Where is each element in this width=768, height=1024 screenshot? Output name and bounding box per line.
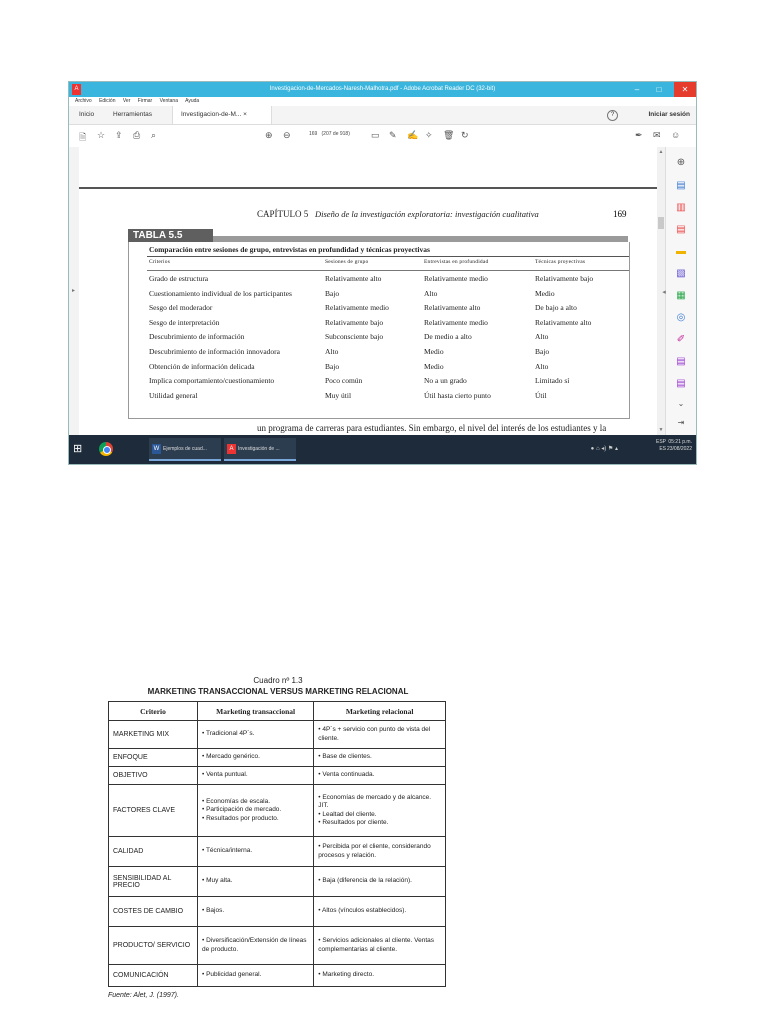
table-row	[109, 867, 446, 897]
marketing-comparison-figure	[108, 676, 448, 1006]
relational-cell	[314, 965, 446, 987]
relational-cell	[314, 785, 446, 837]
protect-icon[interactable]: ▤	[676, 356, 686, 367]
bullet-item: • Tradicional 4P´s.	[202, 730, 255, 738]
table-cell: De bajo a alto	[535, 303, 577, 313]
header-cell: Entrevistas en profundidad	[424, 259, 489, 265]
bullet-item: • Economías de mercado y de alcance. JIT.	[318, 793, 432, 809]
chapter-title: Diseño de la investigación exploratoria: investigación cualitativa	[315, 209, 539, 219]
table-cell: Poco común	[325, 376, 363, 386]
taskbar-acrobat-item[interactable]	[224, 438, 296, 461]
table-cell: Subconsciente bajo	[325, 332, 384, 342]
zoom-in-icon[interactable]: ⊕	[676, 157, 686, 168]
relational-cell	[314, 897, 446, 927]
transactional-cell	[198, 785, 314, 837]
bullet-item: • Marketing directo.	[318, 971, 375, 979]
source-note: Fuente: Alet, J. (1997).	[108, 992, 179, 999]
bullet-item: • Bajos.	[202, 907, 225, 915]
table-cell: Relativamente medio	[325, 303, 389, 313]
tab-bar	[69, 106, 696, 125]
table-cell: Sesgo de interpretación	[149, 317, 220, 327]
language-indicator[interactable]	[656, 439, 666, 453]
table-cell: Relativamente bajo	[535, 274, 594, 283]
page-up-icon[interactable]: ⊕	[265, 130, 273, 140]
page-top-rule	[79, 187, 657, 189]
header-cell: Marketing transaccional	[198, 702, 314, 721]
transactional-cell	[198, 897, 314, 927]
relational-cell	[314, 721, 446, 749]
chevron-down-icon[interactable]: ⌄	[677, 399, 685, 408]
document-area	[69, 147, 696, 435]
language-code: ESP	[655, 439, 666, 445]
mail-icon[interactable]: ✉	[653, 130, 661, 140]
relational-cell	[314, 767, 446, 785]
table-cell: Útil	[535, 390, 547, 400]
sign-icon[interactable]: ✍	[407, 130, 419, 140]
page-indicator[interactable]	[309, 131, 350, 137]
transactional-cell	[198, 721, 314, 749]
comparison-table	[128, 242, 630, 419]
transactional-cell	[198, 867, 314, 897]
transactional-cell	[198, 965, 314, 987]
account-icon[interactable]: ☺	[671, 130, 681, 140]
bullet-item: • Base de clientes.	[318, 753, 372, 761]
transactional-cell	[198, 837, 314, 867]
table-caption: Comparación entre sesiones de grupo, entrevistas en profundidad y técnicas proyectivas	[149, 245, 430, 254]
table-cell: Utilidad general	[149, 390, 198, 400]
table-cell: Alto	[535, 361, 549, 371]
criterion-cell: COMUNICACIÓN	[109, 965, 198, 987]
table-row	[109, 927, 446, 965]
table-cell: Implica comportamiento/cuestionamiento	[149, 376, 275, 386]
chapter-header	[257, 209, 539, 219]
bullet-item: • Venta puntual.	[202, 771, 248, 779]
marketing-table	[108, 701, 446, 987]
windows-start-icon[interactable]: ⊞	[73, 443, 83, 455]
bullet-item: • Baja (diferencia de la relación).	[318, 877, 412, 885]
criterion-cell: PRODUCTO/ SERVICIO	[109, 927, 198, 965]
panel-toggle-icon[interactable]: ◂	[662, 289, 666, 296]
relational-cell	[314, 749, 446, 767]
table-cell: Cuestionamiento individual de los participantes	[149, 288, 292, 298]
menu-ver[interactable]: Ver	[122, 98, 131, 104]
left-panel-toggle[interactable]: ▸	[69, 147, 79, 435]
relational-cell	[314, 837, 446, 867]
criterion-cell: SENSIBILIDAD AL PRECIO	[109, 867, 198, 897]
table-cell: Muy útil	[325, 390, 352, 400]
stamp-icon[interactable]: ✧	[425, 130, 433, 140]
fill-sign-icon[interactable]: ✐	[676, 334, 686, 345]
table-cell: Descubrimiento de información	[149, 332, 245, 342]
table-cell: Relativamente medio	[424, 317, 488, 327]
zoom-search-icon[interactable]: ⌕	[151, 130, 157, 140]
rotate-icon[interactable]: ↻	[461, 130, 469, 140]
page-number: 169	[613, 209, 627, 219]
header-cell: Marketing relacional	[314, 702, 446, 721]
help-icon[interactable]: ?	[607, 110, 618, 121]
criterion-cell: MARKETING MIX	[109, 721, 198, 749]
table-cell: Relativamente alto	[325, 274, 382, 283]
bullet-item: • Resultados por producto.	[202, 814, 279, 822]
page-down-icon[interactable]: ⊖	[283, 130, 291, 140]
table-cell: Medio	[424, 347, 444, 356]
trash-icon[interactable]: 🗑	[443, 130, 455, 140]
comment-tool-icon[interactable]: ▬	[676, 246, 686, 257]
comment-icon[interactable]: ▭	[371, 130, 380, 140]
organize-pages-icon[interactable]: ▦	[676, 290, 686, 301]
bullet-item: • Participación de mercado.	[202, 806, 282, 814]
sign-in-button[interactable]: Iniciar sesión	[648, 111, 690, 118]
bullet-item: • Mercado genérico.	[202, 753, 260, 761]
table-cell: Relativamente alto	[535, 317, 592, 327]
menu-edicion[interactable]: Edición	[99, 98, 116, 104]
criterion-cell: ENFOQUE	[109, 749, 198, 767]
bullet-item: • Percibida por el cliente, considerando procesos y relación.	[318, 843, 431, 859]
table-row	[109, 767, 446, 785]
header-cell: Sesiones de grupo	[325, 259, 369, 265]
bullet-item: • Resultados por cliente.	[318, 819, 389, 826]
edit-pdf-icon[interactable]: ▤	[676, 224, 686, 235]
table-cell: Alto	[325, 347, 339, 356]
table-cell: Grado de estructura	[149, 274, 209, 283]
clock-time: 05:21 p.m.	[668, 439, 692, 445]
page-current[interactable]: 169	[309, 131, 318, 137]
collapse-panel-icon[interactable]: ⇥	[677, 418, 685, 427]
acrobat-icon: A	[227, 444, 236, 454]
tab-inicio[interactable]: Inicio	[79, 111, 95, 118]
page-total: (207 de 918)	[321, 131, 350, 137]
table-body	[109, 721, 446, 987]
scroll-thumb[interactable]	[658, 217, 664, 229]
menu-bar	[69, 97, 696, 106]
table-cell: Medio	[535, 288, 555, 298]
maximize-button[interactable]: □	[656, 85, 662, 94]
figure-number: Cuadro nº 1.3	[253, 676, 303, 685]
criterion-cell: CALIDAD	[109, 837, 198, 867]
table-cell: No a un grado	[424, 376, 467, 386]
menu-ventana[interactable]: Ventana	[159, 98, 178, 104]
bullet-item: • Diversificación/Extensión de líneas de producto.	[202, 937, 307, 953]
table-cell: Sesgo del moderador	[149, 303, 213, 313]
table-cell: Limitado sí	[535, 376, 570, 386]
more-tools-icon[interactable]: ▤	[676, 378, 686, 389]
table-cell: Medio	[424, 361, 444, 371]
tab-herramientas[interactable]: Herramientas	[113, 111, 153, 118]
header-cell: Técnicas proyectivas	[535, 259, 586, 265]
acrobat-app-icon: A	[72, 84, 81, 95]
word-icon: W	[153, 446, 160, 452]
tab-document[interactable]: Investigacion-de-M... ×	[172, 106, 272, 124]
transactional-cell	[198, 749, 314, 767]
bullet-item: • Publicidad general.	[202, 971, 262, 979]
highlight-pen-icon[interactable]: ✎	[389, 130, 397, 140]
menu-archivo[interactable]: Archivo	[75, 98, 92, 104]
table-row	[109, 897, 446, 927]
pen-tool-icon[interactable]: ✒	[635, 130, 643, 140]
clock-date: 23/08/2022	[666, 446, 692, 452]
vertical-scrollbar[interactable]: ▲ ▼	[658, 149, 664, 433]
criterion-cell: OBJETIVO	[109, 767, 198, 785]
table-cell: De medio a alto	[424, 332, 472, 342]
table-cell: Relativamente bajo	[325, 317, 384, 327]
pdf-page	[79, 147, 657, 435]
table-cell: Bajo	[535, 347, 550, 356]
bullet-item: • Economías de escala.	[202, 797, 271, 805]
menu-ayuda[interactable]: Ayuda	[185, 98, 200, 104]
right-tools-panel	[662, 147, 697, 435]
taskbar-word-label: Ejemplos de cuad...	[163, 446, 207, 452]
print-icon[interactable]: ⎙	[133, 130, 141, 140]
chrome-icon[interactable]	[99, 442, 113, 456]
body-text-line: un programa de carreras para estudiantes. Sin embargo, el nivel del interés de los estudiantes y la	[257, 423, 607, 433]
toolbar	[69, 125, 696, 148]
export-pdf-icon[interactable]: ▥	[676, 202, 686, 213]
transactional-cell	[198, 927, 314, 965]
transactional-cell	[198, 767, 314, 785]
bullet-item: • Técnica/interna.	[202, 847, 253, 855]
bullet-item: • Servicios adicionales al cliente. Ventas complementarias al cliente.	[318, 937, 434, 953]
minimize-button[interactable]: –	[634, 85, 640, 94]
combine-files-icon[interactable]: ▧	[676, 268, 686, 279]
taskbar-word-item[interactable]	[149, 438, 221, 461]
title-bar	[69, 82, 696, 97]
bullet-item: • Lealtad del cliente.	[318, 810, 377, 818]
criterion-cell: FACTORES CLAVE	[109, 785, 198, 837]
table-cell: Relativamente medio	[424, 274, 488, 283]
table-row	[109, 965, 446, 987]
table-cell: Alto	[535, 332, 549, 342]
table-rule	[147, 256, 629, 257]
table-row	[109, 837, 446, 867]
bullet-item: • Venta continuada.	[318, 771, 375, 779]
bullet-item: • Altos (vínculos establecidos).	[318, 907, 407, 915]
criterion-cell: COSTES DE CAMBIO	[109, 897, 198, 927]
window-title: Investigacion-de-Mercados-Naresh-Malhotra.pdf - Adobe Acrobat Reader DC (32-bit)	[269, 86, 496, 92]
menu-firmar[interactable]: Firmar	[137, 98, 153, 104]
header-cell: Criterio	[109, 702, 198, 721]
create-pdf-icon[interactable]: ▤	[676, 180, 686, 191]
upload-icon[interactable]: ⇪	[115, 130, 123, 140]
acrobat-window-screenshot	[68, 81, 697, 465]
bullet-item: • Muy alta.	[202, 877, 233, 885]
windows-taskbar	[69, 435, 696, 464]
bullet-item: • 4P´s + servicio con punto de vista del cliente.	[318, 726, 431, 742]
header-cell: Criterios	[149, 259, 171, 265]
table-label: TABLA 5.5	[128, 229, 213, 242]
system-tray-icons[interactable]: ● ⌂ ◂) ⚑ ▴	[590, 446, 618, 452]
table-cell: Bajo	[325, 361, 340, 371]
taskbar-acrobat-label: Investigación de ...	[238, 446, 280, 452]
clock[interactable]	[667, 439, 692, 453]
bookmark-star-icon[interactable]: ☆	[97, 130, 106, 140]
table-cell: Útil hasta cierto punto	[424, 390, 491, 400]
chapter-label: CAPÍTULO 5	[257, 209, 309, 219]
close-button[interactable]: ✕	[674, 82, 696, 97]
table-header-row	[109, 702, 446, 721]
table-cell: Bajo	[325, 288, 340, 298]
table-cell: Relativamente alto	[424, 303, 481, 313]
table-row	[109, 721, 446, 749]
scan-ocr-icon[interactable]: ◎	[676, 312, 686, 323]
relational-cell	[314, 927, 446, 965]
figure-title: MARKETING TRANSACCIONAL VERSUS MARKETING RELACIONAL	[147, 687, 409, 696]
table-cell: Descubrimiento de información innovadora	[149, 347, 281, 356]
table-cell: Obtención de información delicada	[149, 361, 255, 371]
table-rule	[147, 270, 629, 271]
table-cell: Alto	[424, 288, 438, 298]
table-row	[109, 749, 446, 767]
relational-cell	[314, 867, 446, 897]
save-icon[interactable]: 🗎	[79, 132, 87, 142]
region-code: ES	[659, 446, 666, 452]
table-row	[109, 785, 446, 837]
